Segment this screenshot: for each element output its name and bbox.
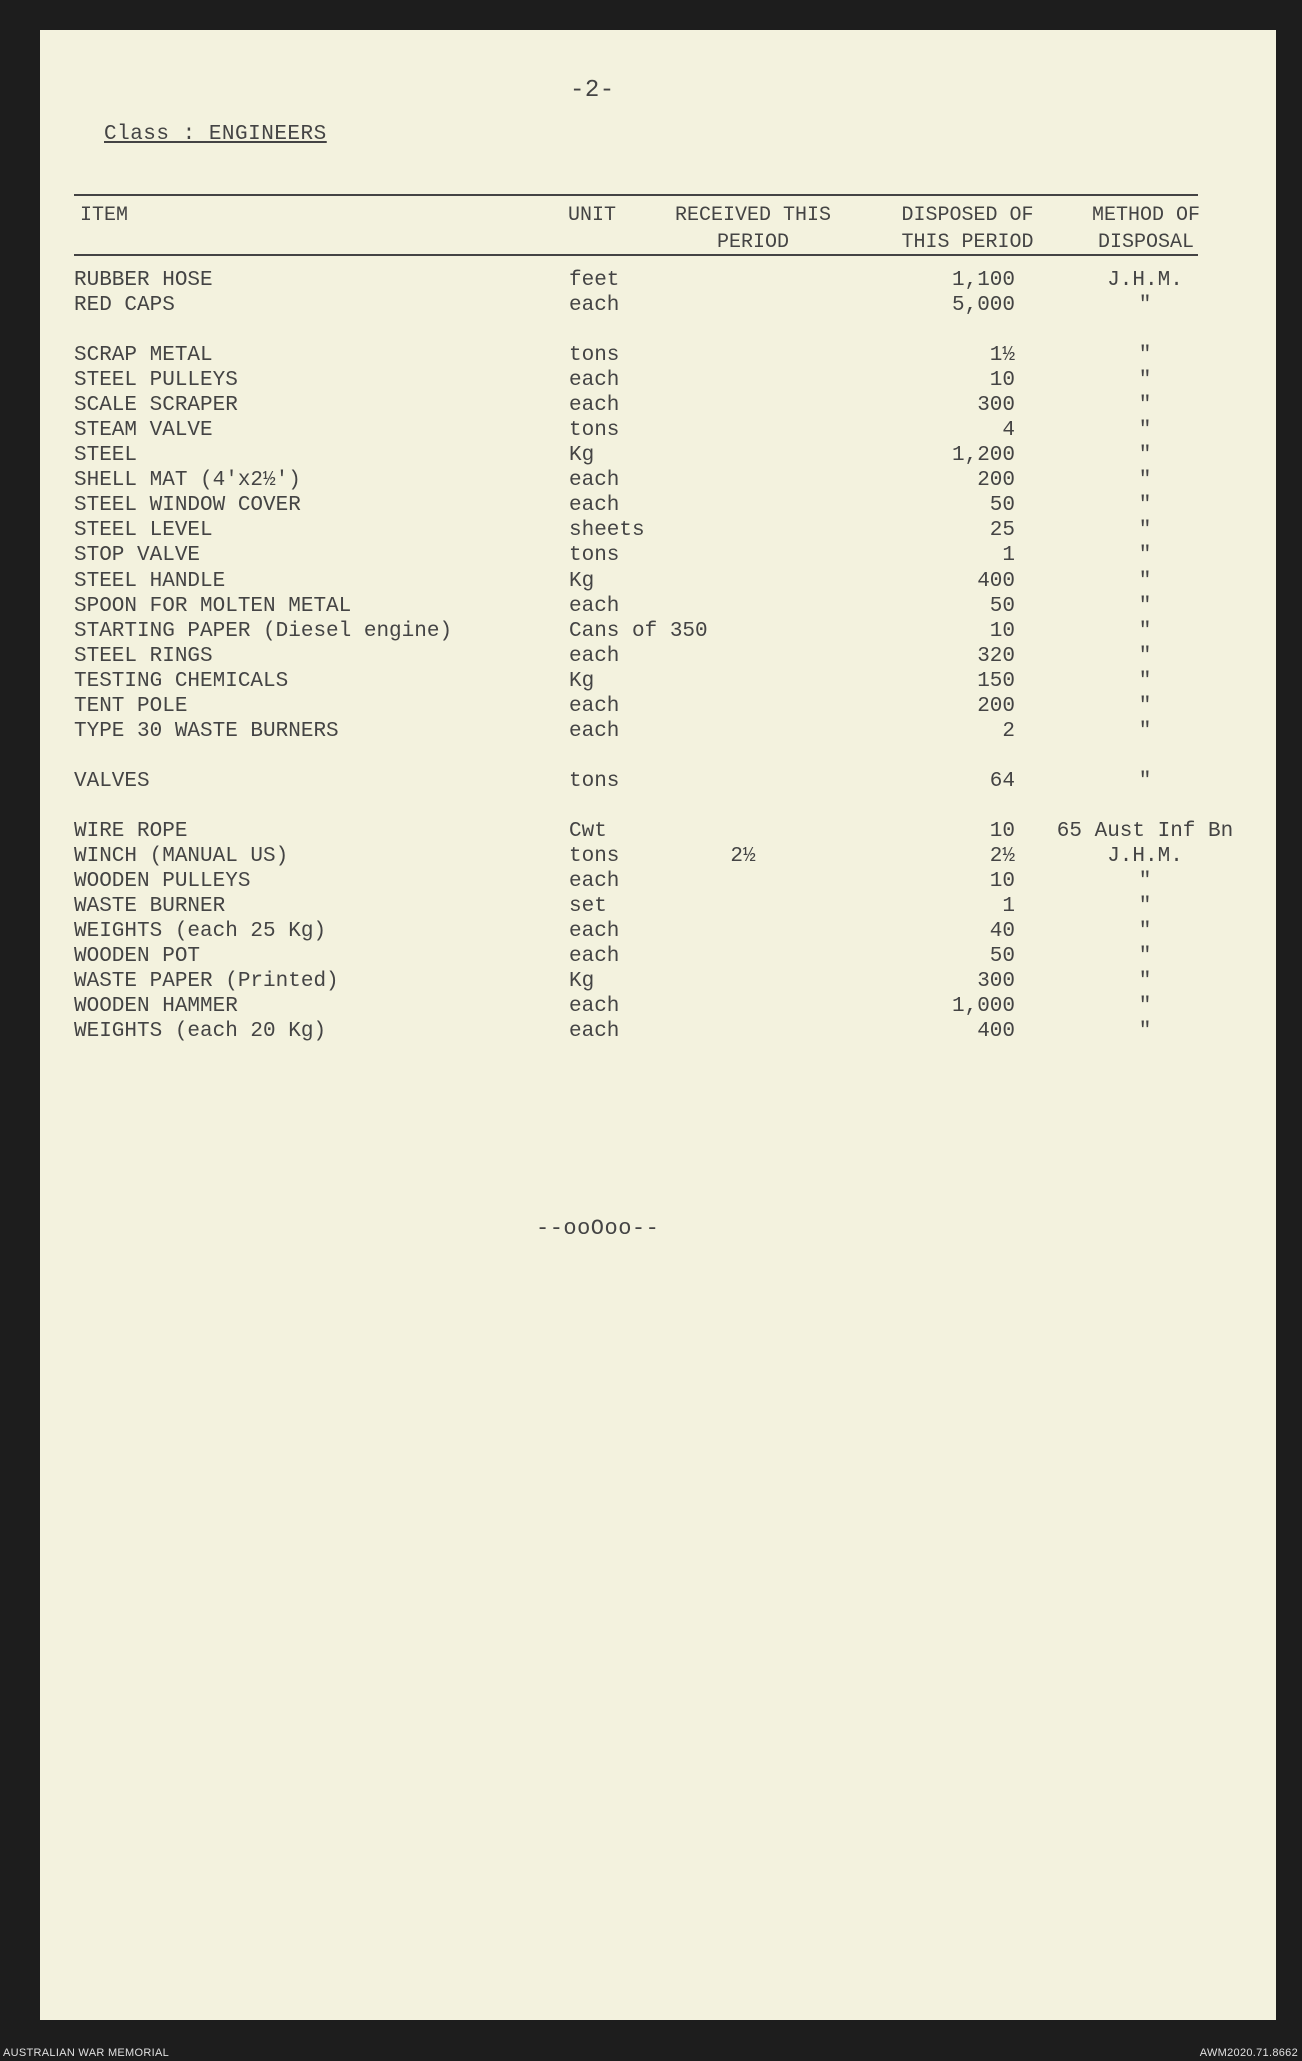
cell-disposed: 300 [977,394,1015,418]
table-row [40,343,1276,368]
cell-method: " [1138,995,1152,1019]
cell-method: " [1138,669,1152,693]
cell-unit: tons [569,344,620,368]
cell-disposed: 320 [977,644,1015,668]
cell-item: STEAM VALVE [74,419,213,443]
cell-method: " [1138,294,1152,318]
table-row [40,694,1276,719]
cell-unit: tons [569,419,620,443]
table-row [40,619,1276,644]
cell-item: RED CAPS [74,294,175,318]
cell-disposed: 2½ [989,844,1015,868]
cell-item: WOODEN PULLEYS [74,869,251,893]
footer-accession: AWM2020.71.8662 [1199,2047,1298,2059]
footer-institution: AUSTRALIAN WAR MEMORIAL [3,2047,170,2059]
cell-unit: tons [569,769,620,793]
cell-unit: Cans of 350 [569,619,708,643]
items-table [40,268,1276,1044]
table-row [40,518,1276,543]
cell-disposed: 50 [989,594,1015,618]
cell-disposed: 50 [989,494,1015,518]
cell-disposed: 1½ [989,344,1015,368]
header-unit: UNIT [568,204,617,227]
cell-item: STEEL HANDLE [74,569,226,593]
cell-disposed: 150 [977,669,1015,693]
cell-method: " [1138,594,1152,618]
cell-method: " [1138,970,1152,994]
cell-method: " [1138,419,1152,443]
header-received: RECEIVED THIS PERIOD [674,204,832,254]
cell-unit: each [569,920,620,944]
table-row [40,644,1276,669]
cell-method: " [1138,494,1152,518]
cell-item: STEEL LEVEL [74,519,213,543]
table-row [40,894,1276,919]
cell-disposed: 300 [977,970,1015,994]
document-page [40,30,1276,2020]
table-row [40,844,1276,869]
cell-item: WIRE ROPE [74,819,188,843]
table-row [40,719,1276,744]
table-row [40,669,1276,694]
cell-unit: each [569,719,620,743]
cell-item: RUBBER HOSE [74,269,213,292]
table-row [40,543,1276,568]
cell-disposed: 4 [1002,419,1015,443]
cell-method: " [1138,619,1152,643]
cell-item: STEEL [74,444,138,468]
table-row [40,919,1276,944]
table-row [40,994,1276,1019]
cell-method: " [1138,869,1152,893]
cell-disposed: 10 [989,619,1015,643]
cell-disposed: 64 [989,769,1015,793]
cell-item: WEIGHTS (each 25 Kg) [74,920,327,944]
cell-disposed: 1,100 [951,269,1015,292]
cell-disposed: 10 [989,869,1015,893]
cell-unit: each [569,394,620,418]
cell-item: STARTING PAPER (Diesel engine) [74,619,453,643]
cell-method: " [1138,394,1152,418]
header-bottom-rule [74,254,1198,256]
table-row [40,418,1276,443]
cell-method: " [1138,945,1152,969]
table-row [40,594,1276,619]
cell-unit: feet [569,269,620,292]
cell-unit: Kg [569,970,595,994]
table-row [40,393,1276,418]
cell-unit: Kg [569,569,595,593]
cell-item: STEEL PULLEYS [74,369,238,393]
cell-unit: each [569,1020,620,1044]
page-number: -2- [570,77,615,104]
table-row [40,443,1276,468]
table-row [40,468,1276,493]
cell-item: TESTING CHEMICALS [74,669,289,693]
cell-unit: each [569,294,620,318]
cell-item: STEEL WINDOW COVER [74,494,301,518]
cell-unit: each [569,644,620,668]
cell-disposed: 200 [977,469,1015,493]
cell-disposed: 1,000 [951,995,1015,1019]
cell-disposed: 5,000 [951,294,1015,318]
table-row [40,493,1276,518]
table-row [40,368,1276,393]
header-top-rule [74,194,1198,196]
cell-item: SCRAP METAL [74,344,213,368]
cell-item: TENT POLE [74,694,188,718]
cell-method: " [1138,569,1152,593]
cell-disposed: 1,200 [951,444,1015,468]
table-row [40,969,1276,994]
cell-disposed: 1 [1002,895,1015,919]
cell-method: " [1138,1020,1152,1044]
cell-item: SCALE SCRAPER [74,394,238,418]
cell-unit: each [569,869,620,893]
cell-disposed: 50 [989,945,1015,969]
cell-item: WEIGHTS (each 20 Kg) [74,1020,327,1044]
cell-unit: Kg [569,669,595,693]
cell-method: " [1138,519,1152,543]
cell-item: SHELL MAT (4'x2½') [74,469,301,493]
cell-method: J.H.M. [1107,844,1183,868]
cell-disposed: 2 [1002,719,1015,743]
cell-method: " [1138,719,1152,743]
cell-item: WOODEN HAMMER [74,995,238,1019]
cell-unit: Cwt [569,819,607,843]
cell-unit: tons [569,544,620,568]
cell-unit: each [569,469,620,493]
cell-method: " [1138,469,1152,493]
cell-item: WASTE PAPER (Printed) [74,970,339,994]
cell-unit: each [569,369,620,393]
cell-method: 65 Aust Inf Bn [1056,819,1234,843]
cell-unit: Kg [569,444,595,468]
cell-disposed: 10 [989,819,1015,843]
cell-item: WASTE BURNER [74,895,226,919]
cell-method: " [1138,644,1152,668]
cell-unit: each [569,995,620,1019]
table-row [40,1019,1276,1044]
cell-unit: sheets [569,519,645,543]
header-method: METHOD OF DISPOSAL [1091,204,1201,254]
table-row [40,944,1276,969]
cell-method: " [1138,895,1152,919]
cell-disposed: 400 [977,1020,1015,1044]
cell-method: " [1138,369,1152,393]
table-row [40,569,1276,594]
cell-item: WOODEN POT [74,945,201,969]
cell-method: " [1138,344,1152,368]
cell-unit: each [569,594,620,618]
cell-disposed: 40 [989,920,1015,944]
cell-item: STOP VALVE [74,544,201,568]
cell-disposed: 400 [977,569,1015,593]
cell-method: " [1138,694,1152,718]
cell-disposed: 1 [1002,544,1015,568]
cell-received: 2½ [730,844,756,868]
cell-method: " [1138,444,1152,468]
cell-method: " [1138,769,1152,793]
cell-disposed: 200 [977,694,1015,718]
table-row [40,293,1276,318]
class-title: Class : ENGINEERS [104,123,327,146]
table-row [40,769,1276,794]
cell-unit: tons [569,844,620,868]
cell-method: " [1138,544,1152,568]
cell-item: STEEL RINGS [74,644,213,668]
header-disposed: DISPOSED OF THIS PERIOD [901,204,1034,254]
end-mark: --ooOoo-- [536,1216,660,1241]
cell-item: WINCH (MANUAL US) [74,844,289,868]
cell-unit: each [569,494,620,518]
cell-method: " [1138,920,1152,944]
table-row [40,268,1276,293]
cell-method: J.H.M. [1107,269,1183,292]
cell-disposed: 10 [989,369,1015,393]
cell-item: VALVES [74,769,150,793]
header-item: ITEM [80,204,129,227]
table-row [40,819,1276,844]
cell-unit: each [569,694,620,718]
cell-item: SPOON FOR MOLTEN METAL [74,594,352,618]
table-row [40,869,1276,894]
cell-unit: each [569,945,620,969]
cell-item: TYPE 30 WASTE BURNERS [74,719,339,743]
cell-unit: set [569,895,607,919]
cell-disposed: 25 [989,519,1015,543]
